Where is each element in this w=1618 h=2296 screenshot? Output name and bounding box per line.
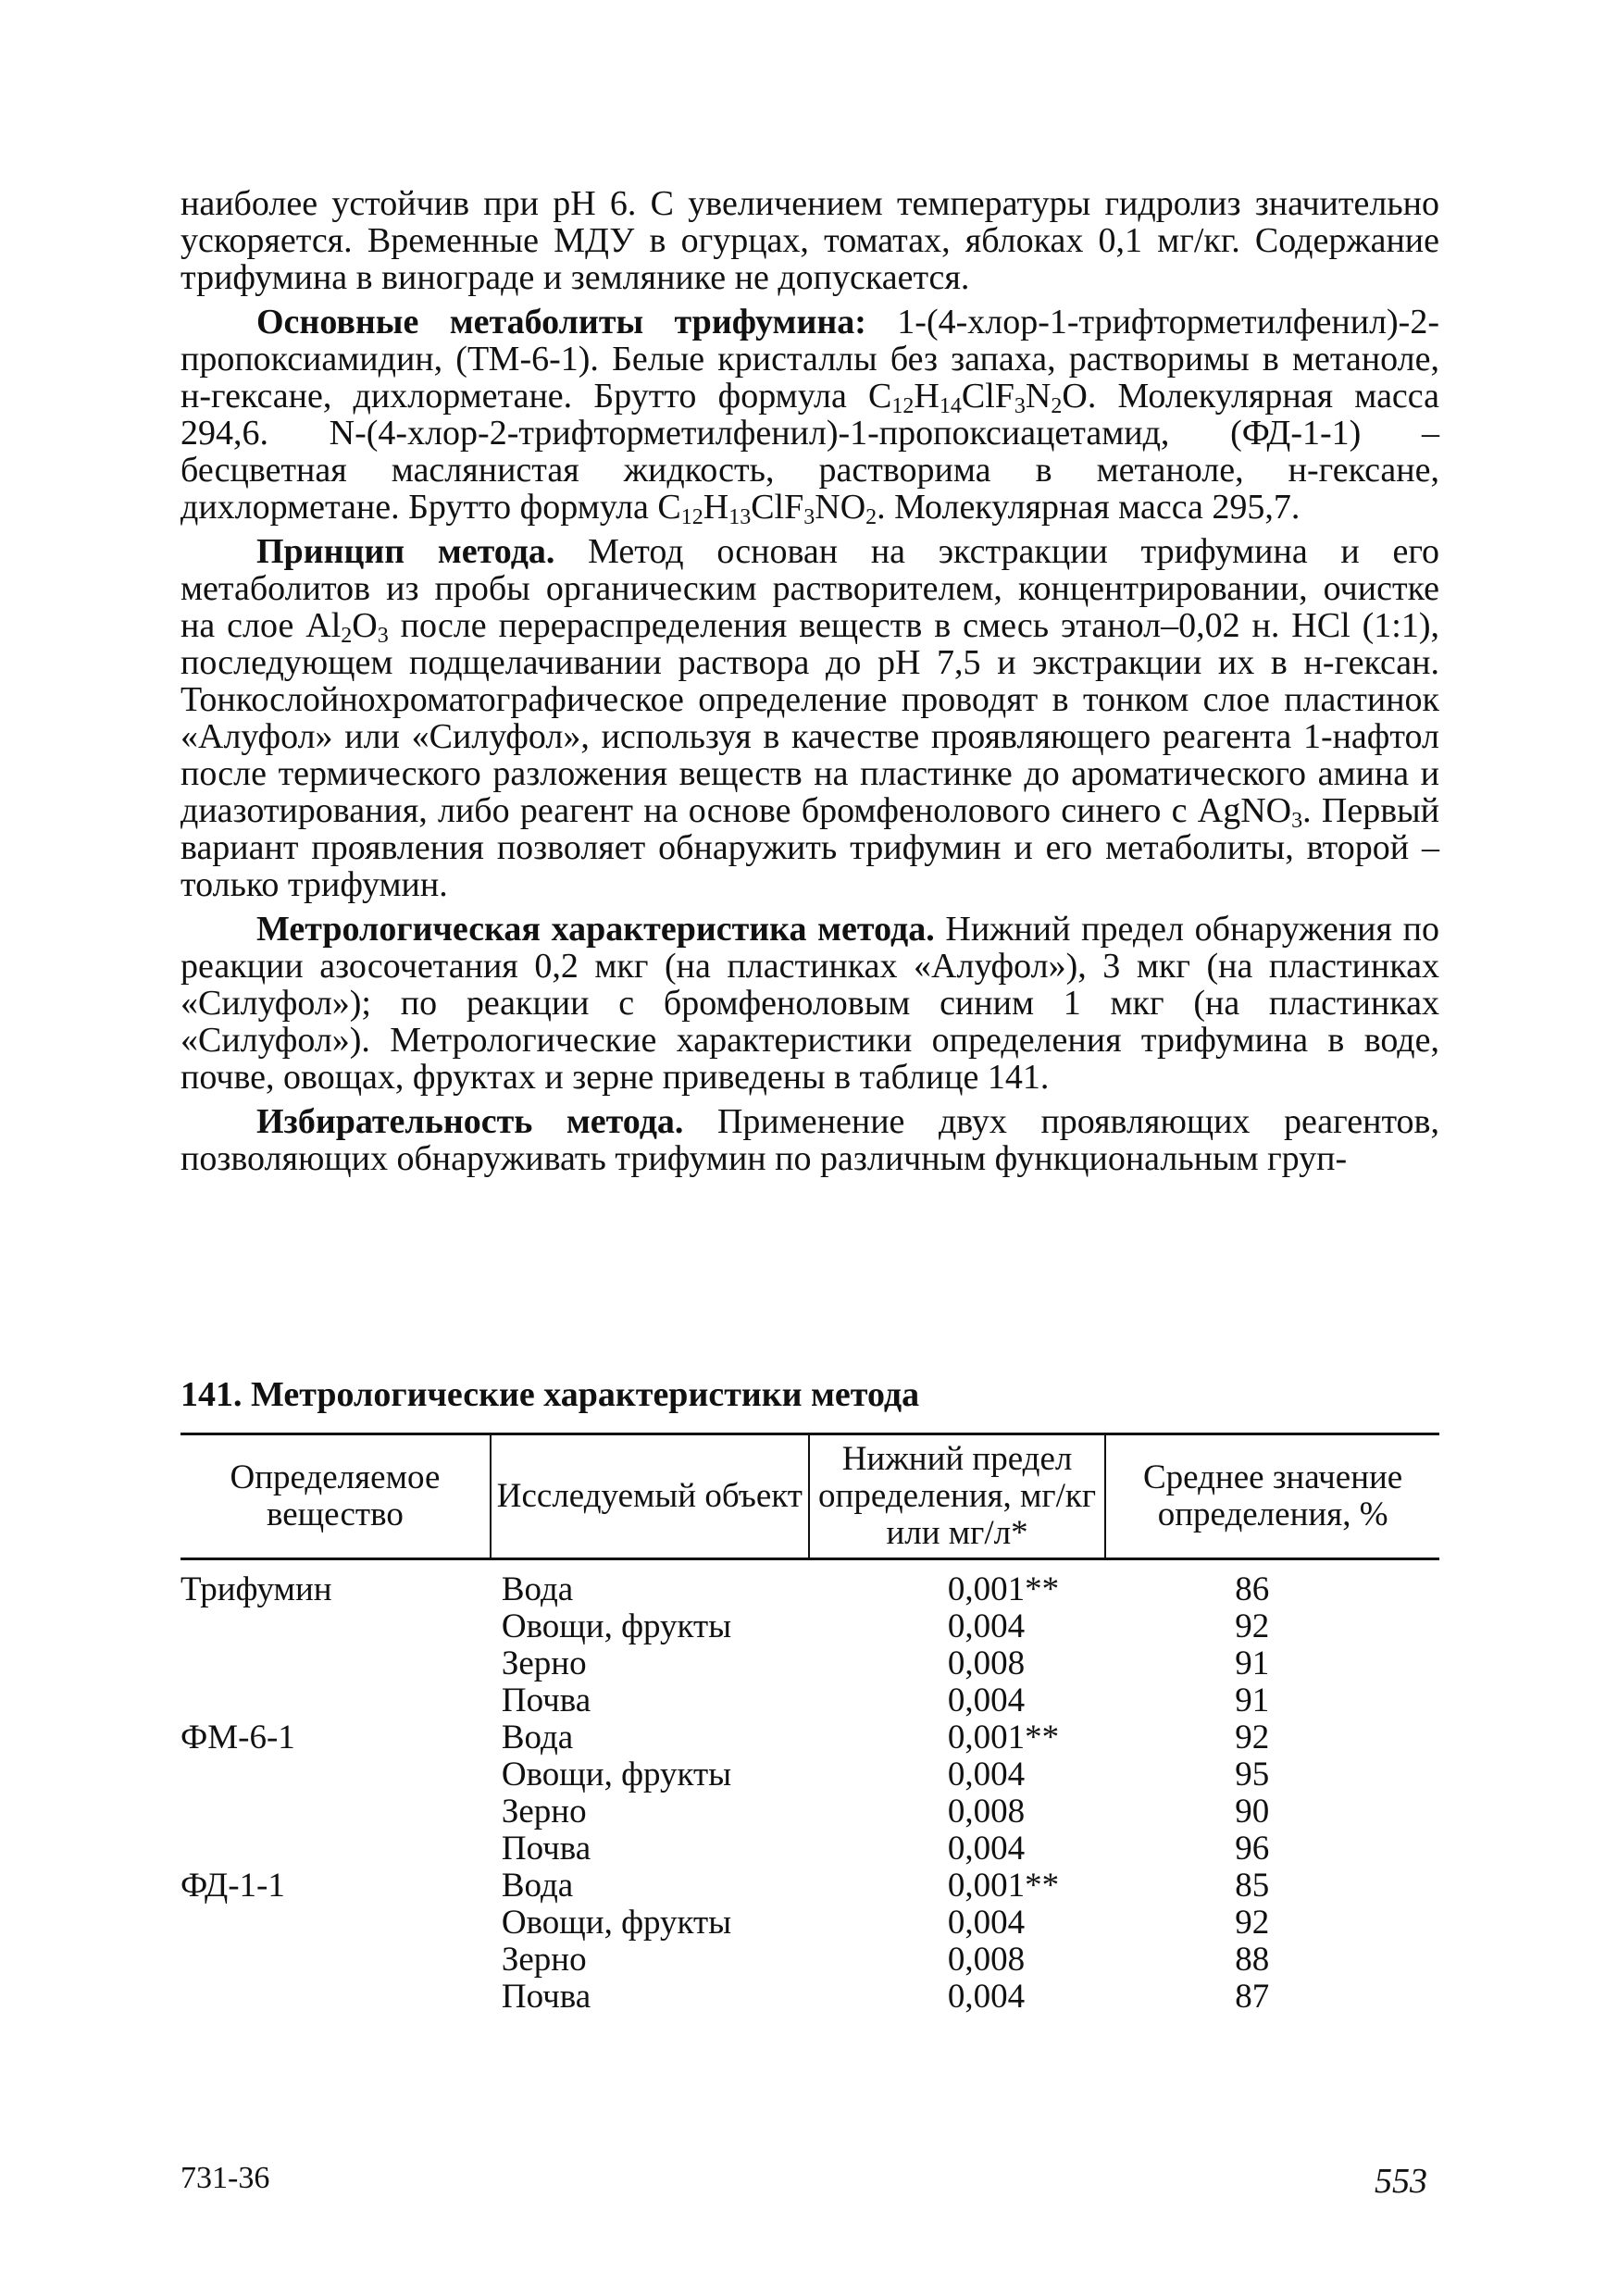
formula-subscript: 13 bbox=[728, 505, 752, 529]
paragraph-hydrolysis bbox=[180, 185, 1439, 296]
cell-limit: 0,001** bbox=[947, 1570, 1060, 1608]
column-header-object: Исследуемый объект bbox=[491, 1434, 809, 1559]
paragraph-text: 1-(4-хлор-1-трифторметилфенил)-2-пропоксиамидин, (ТМ-6-1). Белые кристаллы без запаха, растворимы в метаноле, н-гексане, дихлорметане. Брутто формула C bbox=[180, 303, 1439, 416]
cell-substance bbox=[180, 1831, 491, 1868]
cell-average: 92 bbox=[1235, 1904, 1270, 1942]
cell-object: Зерно bbox=[501, 1941, 587, 1979]
paragraph-text: Молекулярная масса 294,6. N-(4-хлор-2-трифторметилфенил)-1-пропоксиацетамид, (ФД-1-1) – бесцветная маслянистая жидкость, растворима в метаноле, н-гексане, дихлорметане. Брутто формула C bbox=[180, 377, 1439, 527]
formula-part: O. bbox=[1062, 377, 1097, 416]
cell-object: Вода bbox=[501, 1719, 574, 1756]
cell-average: 92 bbox=[1235, 1719, 1270, 1756]
cell-substance: ФД-1-1 bbox=[180, 1867, 285, 1905]
cell-limit: 0,004 bbox=[947, 1904, 1026, 1942]
formula-part: ClF bbox=[961, 377, 1014, 416]
formula-subscript: 3 bbox=[803, 505, 815, 529]
cell-limit: 0,008 bbox=[947, 1941, 1026, 1979]
cell-average: 87 bbox=[1235, 1978, 1270, 2016]
cell-object: Почва bbox=[501, 1978, 591, 2016]
cell-object: Овощи, фрукты bbox=[501, 1904, 732, 1942]
table-row bbox=[180, 1831, 1439, 1868]
cell-substance bbox=[180, 1793, 491, 1831]
paragraph-metabolites bbox=[180, 303, 1439, 529]
table-row bbox=[180, 1756, 1439, 1793]
cell-limit: 0,004 bbox=[947, 1607, 1026, 1645]
cell-object: Зерно bbox=[501, 1793, 587, 1831]
formula-part: H bbox=[914, 377, 940, 416]
cell-object: Почва bbox=[501, 1682, 591, 1719]
cell-average: 96 bbox=[1235, 1830, 1270, 1868]
paragraph-text: наиболее устойчив при рН 6. С увеличением температуры гидролиз значительно ускоряется. Временные МДУ в огурцах, томатах, яблоках 0,1 мг/кг. Содержание трифумина в винограде и землянике не допускается. bbox=[180, 184, 1439, 297]
page-number: 553 bbox=[1375, 2162, 1427, 2201]
column-header-limit: Нижний предел определения, мг/кг или мг/л* bbox=[809, 1434, 1105, 1559]
cell-limit: 0,004 bbox=[947, 1682, 1026, 1719]
cell-substance: ФМ-6-1 bbox=[180, 1719, 295, 1756]
formula-subscript: 12 bbox=[891, 394, 915, 418]
cell-limit: 0,004 bbox=[947, 1756, 1026, 1793]
formula-subscript: 2 bbox=[1051, 394, 1063, 418]
table-row bbox=[180, 1905, 1439, 1942]
cell-limit: 0,008 bbox=[947, 1644, 1026, 1682]
cell-average: 91 bbox=[1235, 1682, 1270, 1719]
paragraph-text: после перераспределения веществ в смесь этанол–0,02 н. HCl (1:1), последующем подщелачивании раствора до рН 7,5 и экстракции их в н-гексан. Тонкослойнохроматографическое определение проводят в тонком слое пластинок «Алуфол» или «Силуфол», используя в качестве проявляющего реагента 1-нафтол после термического разложения веществ на пластинке до ароматического амина и диазотирования, либо реагент на основе бромфенолового синего с AgNO bbox=[180, 606, 1439, 830]
paragraph-text: Метод основан на экстракции трифумина и его метаболитов из пробы органическим растворителем, концентрировании, очистке на слое Al bbox=[180, 532, 1439, 645]
formula-subscript: 2 bbox=[865, 505, 877, 529]
formula-subscript: 14 bbox=[939, 394, 962, 418]
cell-average: 88 bbox=[1235, 1941, 1270, 1979]
cell-limit: 0,004 bbox=[947, 1830, 1026, 1868]
section-heading-principle: Принцип метода. bbox=[256, 532, 555, 571]
cell-object: Вода bbox=[501, 1570, 574, 1608]
metrology-table bbox=[180, 1433, 1439, 2016]
cell-substance bbox=[180, 1682, 491, 1719]
formula-subscript: 12 bbox=[680, 505, 703, 529]
paragraph-selectivity bbox=[180, 1103, 1439, 1177]
paragraph-text: . Первый вариант проявления позволяет обнаружить трифумин и его метаболиты, второй – только трифумин. bbox=[180, 791, 1440, 904]
formula-part: O bbox=[352, 606, 378, 645]
formula-part: ClF bbox=[751, 488, 804, 527]
cell-substance bbox=[180, 1756, 491, 1793]
cell-average: 85 bbox=[1235, 1867, 1270, 1905]
cell-object: Зерно bbox=[501, 1644, 587, 1682]
formula-subscript: 3 bbox=[377, 624, 389, 648]
table-row bbox=[180, 1942, 1439, 1979]
cell-limit: 0,008 bbox=[947, 1793, 1026, 1831]
cell-average: 92 bbox=[1235, 1607, 1270, 1645]
formula-part: N bbox=[1025, 377, 1052, 416]
table-row bbox=[180, 1979, 1439, 2016]
paragraph-text: Применение двух проявляющих реагентов, позволяющих обнаруживать трифумин по различным функциональным груп- bbox=[180, 1102, 1439, 1178]
cell-average: 90 bbox=[1235, 1793, 1270, 1831]
cell-object: Овощи, фрукты bbox=[501, 1607, 732, 1645]
section-heading-metabolites: Основные метаболиты трифумина: bbox=[256, 303, 866, 341]
cell-object: Овощи, фрукты bbox=[501, 1756, 732, 1793]
table-row bbox=[180, 1682, 1439, 1719]
table-row bbox=[180, 1559, 1439, 1609]
table-caption: 141. Метрологические характеристики метода bbox=[180, 1375, 920, 1414]
paragraph-metrology bbox=[180, 911, 1439, 1096]
cell-substance: Трифумин bbox=[180, 1570, 332, 1608]
paragraph-text: . Молекулярная масса 295,7. bbox=[877, 488, 1301, 527]
cell-limit: 0,004 bbox=[947, 1978, 1026, 2016]
column-header-average: Среднее значение определения, % bbox=[1105, 1434, 1439, 1559]
column-header-substance: Определяемое вещество bbox=[180, 1434, 491, 1559]
cell-object: Почва bbox=[501, 1830, 591, 1868]
cell-average: 95 bbox=[1235, 1756, 1270, 1793]
cell-substance bbox=[180, 1942, 491, 1979]
body-text bbox=[180, 185, 1439, 1185]
formula-subscript: 3 bbox=[1014, 394, 1026, 418]
cell-limit: 0,001** bbox=[947, 1867, 1060, 1905]
table-body bbox=[180, 1559, 1439, 2017]
formula-part: NO bbox=[815, 488, 866, 527]
cell-average: 86 bbox=[1235, 1570, 1270, 1608]
cell-average: 91 bbox=[1235, 1644, 1270, 1682]
printer-signature: 731-36 bbox=[180, 2161, 270, 2195]
table-row bbox=[180, 1645, 1439, 1682]
cell-limit: 0,001** bbox=[947, 1719, 1060, 1756]
cell-substance bbox=[180, 1608, 491, 1645]
table-row bbox=[180, 1793, 1439, 1831]
cell-substance bbox=[180, 1905, 491, 1942]
paragraph-principle bbox=[180, 533, 1439, 903]
formula-subscript: 2 bbox=[341, 624, 353, 648]
cell-object: Вода bbox=[501, 1867, 574, 1905]
cell-substance bbox=[180, 1645, 491, 1682]
section-heading-selectivity: Избирательность метода. bbox=[256, 1102, 684, 1141]
paragraph-text: Нижний предел обнаружения по реакции азосочетания 0,2 мкг (на пластинках «Алуфол»), 3 мкг (на пластинках «Силуфол»); по реакции с бромфеноловым синим 1 мкг (на пластинках «Силуфол»). Метрологические характеристики определения трифумина в воде, почве, овощах, фруктах и зерне приведены в таблице 141. bbox=[180, 910, 1439, 1097]
table-header-row bbox=[180, 1434, 1439, 1559]
table-row bbox=[180, 1868, 1439, 1905]
table-row bbox=[180, 1608, 1439, 1645]
formula-part: H bbox=[703, 488, 729, 527]
formula-subscript: 3 bbox=[1291, 809, 1303, 833]
table-row bbox=[180, 1719, 1439, 1756]
cell-substance bbox=[180, 1979, 491, 2016]
section-heading-metrology: Метрологическая характеристика метода. bbox=[256, 910, 935, 949]
